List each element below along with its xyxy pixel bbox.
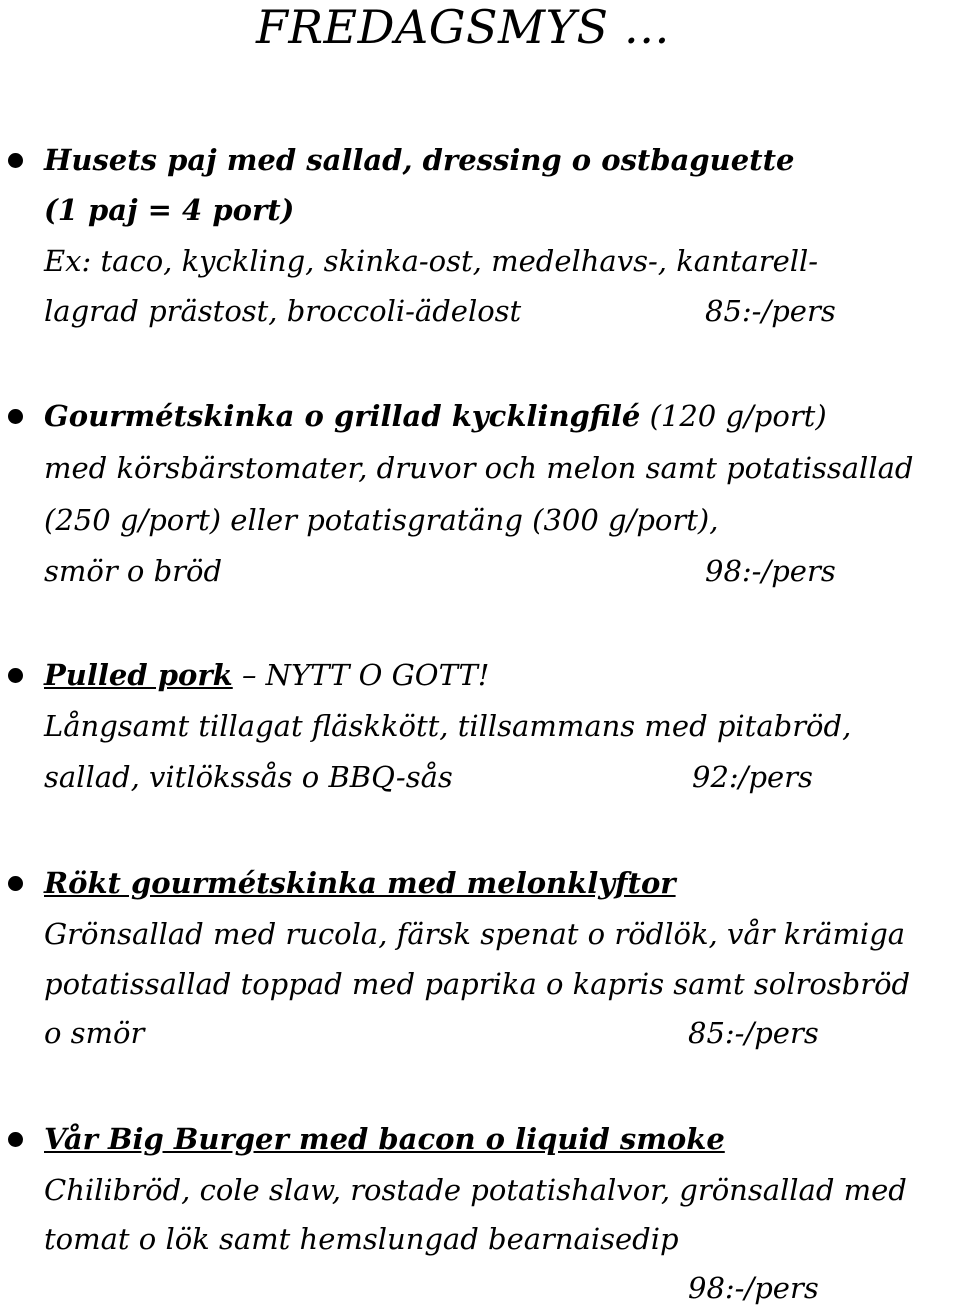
item-price: 85:-/pers	[705, 294, 836, 328]
bullet-icon	[8, 1132, 23, 1147]
item-heading: Rökt gourmétskinka med melonklyftor	[44, 866, 676, 900]
bullet-icon	[8, 409, 23, 424]
item-description: potatissallad toppad med paprika o kapris samt solrosbröd	[44, 967, 911, 1001]
item-description: med körsbärstomater, druvor och melon samt potatissallad	[44, 451, 914, 485]
item-description: o smör	[44, 1016, 145, 1050]
item-heading-suffix: (120 g/port)	[640, 399, 827, 433]
item-description: Chilibröd, cole slaw, rostade potatishalvor, grönsallad med	[44, 1173, 907, 1207]
item-description: tomat o lök samt hemslungad bearnaisedip	[44, 1222, 679, 1256]
item-description: Långsamt tillagat fläskkött, tillsammans med pitabröd,	[44, 709, 852, 743]
item-description: smör o bröd	[44, 554, 223, 588]
item-price: 98:-/pers	[705, 554, 836, 588]
item-heading: Husets paj med sallad, dressing o ostbaguette	[44, 143, 795, 177]
item-description: lagrad prästost, broccoli-ädelost	[44, 294, 522, 328]
item-heading: Gourmétskinka o grillad kycklingfilé	[44, 399, 641, 433]
item-description: Grönsallad med rucola, färsk spenat o rödlök, vår krämiga	[44, 917, 906, 951]
item-price: 85:-/pers	[688, 1016, 819, 1050]
bullet-icon	[8, 668, 23, 683]
item-price: 92:/pers	[692, 760, 813, 794]
item-price: 98:-/pers	[688, 1271, 819, 1305]
item-heading: Vår Big Burger med bacon o liquid smoke	[44, 1122, 725, 1156]
item-heading-line	[44, 396, 827, 436]
item-heading-suffix: – NYTT O GOTT!	[232, 658, 490, 692]
item-heading: Pulled pork	[44, 658, 233, 692]
item-description: sallad, vitlökssås o BBQ-sås	[44, 760, 453, 794]
bullet-icon	[8, 153, 23, 168]
item-heading-line	[44, 655, 489, 695]
bullet-icon	[8, 876, 23, 891]
menu-title: FREDAGSMYS …	[256, 0, 671, 54]
item-description: Ex: taco, kyckling, skinka-ost, medelhavs-, kantarell-	[44, 244, 819, 278]
item-subheading: (1 paj = 4 port)	[44, 193, 295, 227]
item-description: (250 g/port) eller potatisgratäng (300 g/port),	[44, 503, 719, 537]
